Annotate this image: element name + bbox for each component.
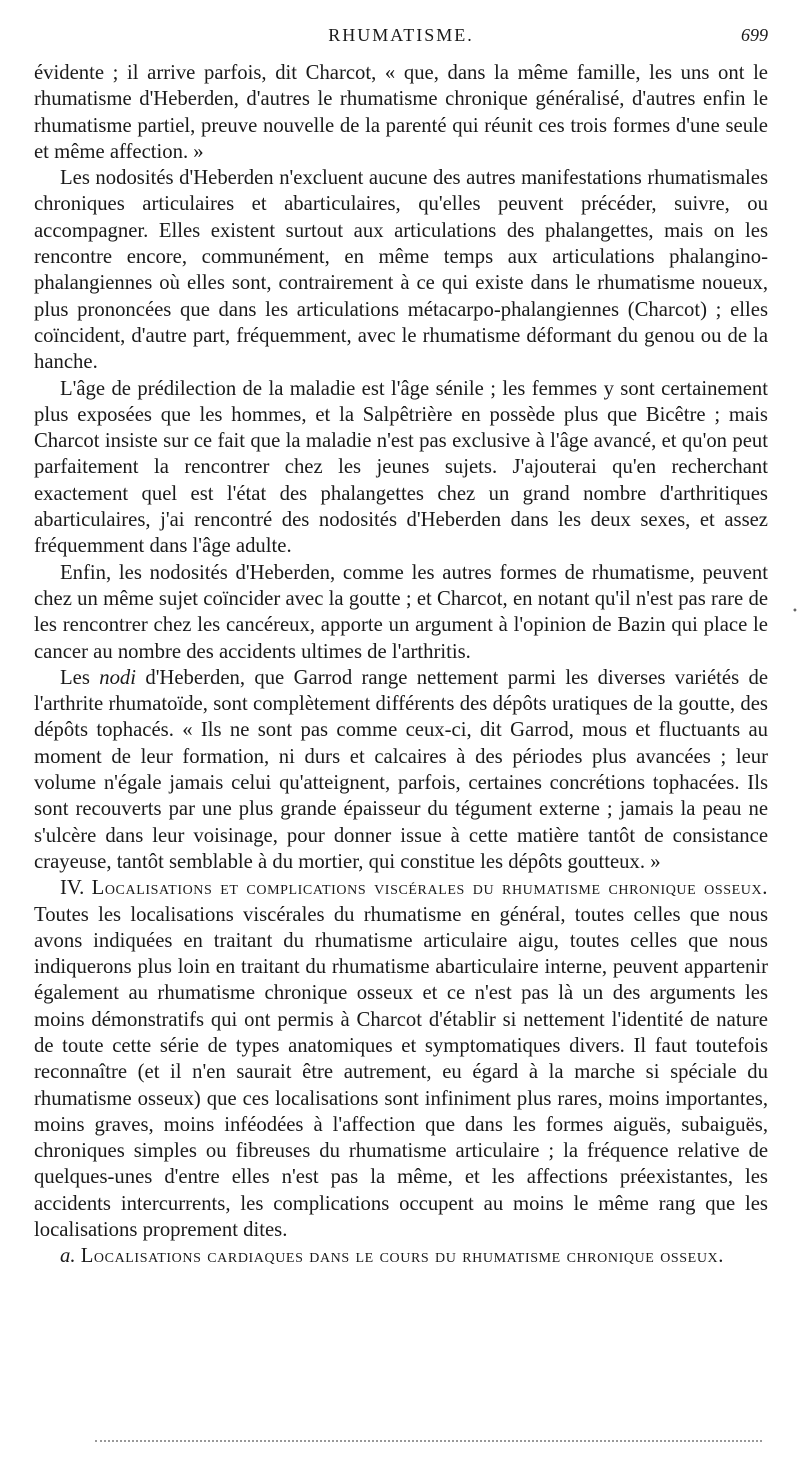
paragraph-4: Enfin, les nodosités d'Heberden, comme les autres formes de rhumatisme, peuvent chez un même sujet coïncider avec la goutte ; et Charcot, en notant qu'il n'est pas rare de les rencontrer chez les cancéreux, apporte un argument à l'opinion de Bazin qui place le cancer au nombre des accidents ultimes de l'arthritis. (34, 561, 768, 663)
paragraph-1: évidente ; il arrive parfois, dit Charcot, « que, dans la même famille, les uns ont le rhumatisme d'Heberden, d'autres le rhumatisme chronique généralisé, d'autres enfin le rhumatisme partiel, preuve nouvelle de la parenté qui réunit ces trois formes d'une seule et même affection. » (34, 62, 768, 163)
margin-mark: • (792, 606, 798, 617)
body-text (34, 60, 768, 1270)
bottom-dotted-rule (95, 1440, 762, 1442)
section-iv-number: IV. (60, 877, 85, 900)
paragraph-2: Les nodosités d'Heberden n'excluent aucune des autres manifestations rhumatismales chroniques articulaires et abarticulaires, qu'elles peuvent précéder, suivre, ou accompagner. Elles existent surtout aux articulations des phalangettes, mais on les rencontre encore, communément, en même temps aux articulations phalangino-phalangiennes où elles sont, contrairement à ce qui existe dans le rhumatisme noueux, plus prononcées que dans les articulations métacarpo-phalangiennes (Charcot) ; elles coïncident, d'autre part, fréquemment, avec le rhumatisme déformant du genou ou de la hanche. (34, 167, 768, 374)
paragraph-5-rest: d'Heberden, que Garrod range nettement parmi les diverses variétés de l'arthrite rhumatoïde, sont complètement différents des dépôts uratiques de la goutte, des dépôts tophacés. « Ils ne sont pas comme ceux-ci, dit Garrod, mous et fluctuants au moment de leur formation, ni durs et calcaires à des périodes plus avancées ; leur volume n'égale jamais celui qu'atteignent, parfois, certaines concrétions tophacées. Ils sont recouverts par une plus grande épaisseur du tégument externe ; jamais la peau ne s'ulcère dans leur voisinage, pour donner issue à cette matière tantôt de consistance crayeuse, tantôt semblable à du mortier, qui constitue les dépôts goutteux. » (34, 666, 769, 873)
running-head: RHUMATISME. (328, 25, 474, 45)
paragraph-5-start: Les (60, 666, 100, 689)
subsection-a-letter: a. (60, 1245, 76, 1268)
subsection-a-heading: Localisations cardiaques dans le cours du rhumatisme chronique osseux. (80, 1245, 725, 1268)
page-header (34, 25, 768, 51)
section-iv-text: Toutes les localisations viscérales du rhumatisme en général, toutes celles que nous avons indiquées en traitant du rhumatisme articulaire aigu, toutes celles que nous indiquerons plus loin en traitant du rhumatisme abarticulaire interne, peuvent appartenir également au rhumatisme chronique osseux et ce n'est pas là un des arguments les moins démonstratifs qui ont permis à Charcot d'établir si nettement l'identité de nature de toute cette série de types anatomiques et symptomatiques divers. Il faut toutefois reconnaître (et il n'en saurait être autrement, eu égard à la marche si spéciale du rhumatisme osseux) que ces localisations sont infiniment plus rares, moins importantes, moins graves, moins inféodées à l'affection que dans les formes aiguës, subaiguës, chroniques simples ou fibreuses du rhumatisme articulaire ; la fréquence relative de quelques-unes d'entre elles n'est pas la même, et les affections préexistantes, les accidents intercurrents, les complications occupent au moins le même rang que les localisations proprement dites. (34, 903, 768, 1242)
subsection-a (34, 1243, 768, 1269)
page-number: 699 (741, 25, 768, 45)
section-iv (34, 875, 768, 1243)
italic-term-nodi: nodi (99, 666, 137, 689)
paragraph-5 (34, 665, 768, 875)
paragraph-3: L'âge de prédilection de la maladie est l'âge sénile ; les femmes y sont certainement plus exposées que les hommes, et la Salpêtrière en possède plus que Bicêtre ; mais Charcot insiste sur ce fait que la maladie n'est pas exclusive à l'âge avancé, et qu'on peut parfaitement la rencontrer chez les jeunes sujets. J'ajouterai qu'en recherchant exactement quel est l'état des phalangettes chez un grand nombre d'arthritiques abarticulaires, j'ai rencontré des nodosités d'Heberden dans les deux sexes, et assez fréquemment dans l'âge adulte. (34, 377, 768, 558)
section-iv-heading: Localisations et complications viscérales du rhumatisme chronique osseux. (91, 877, 768, 900)
